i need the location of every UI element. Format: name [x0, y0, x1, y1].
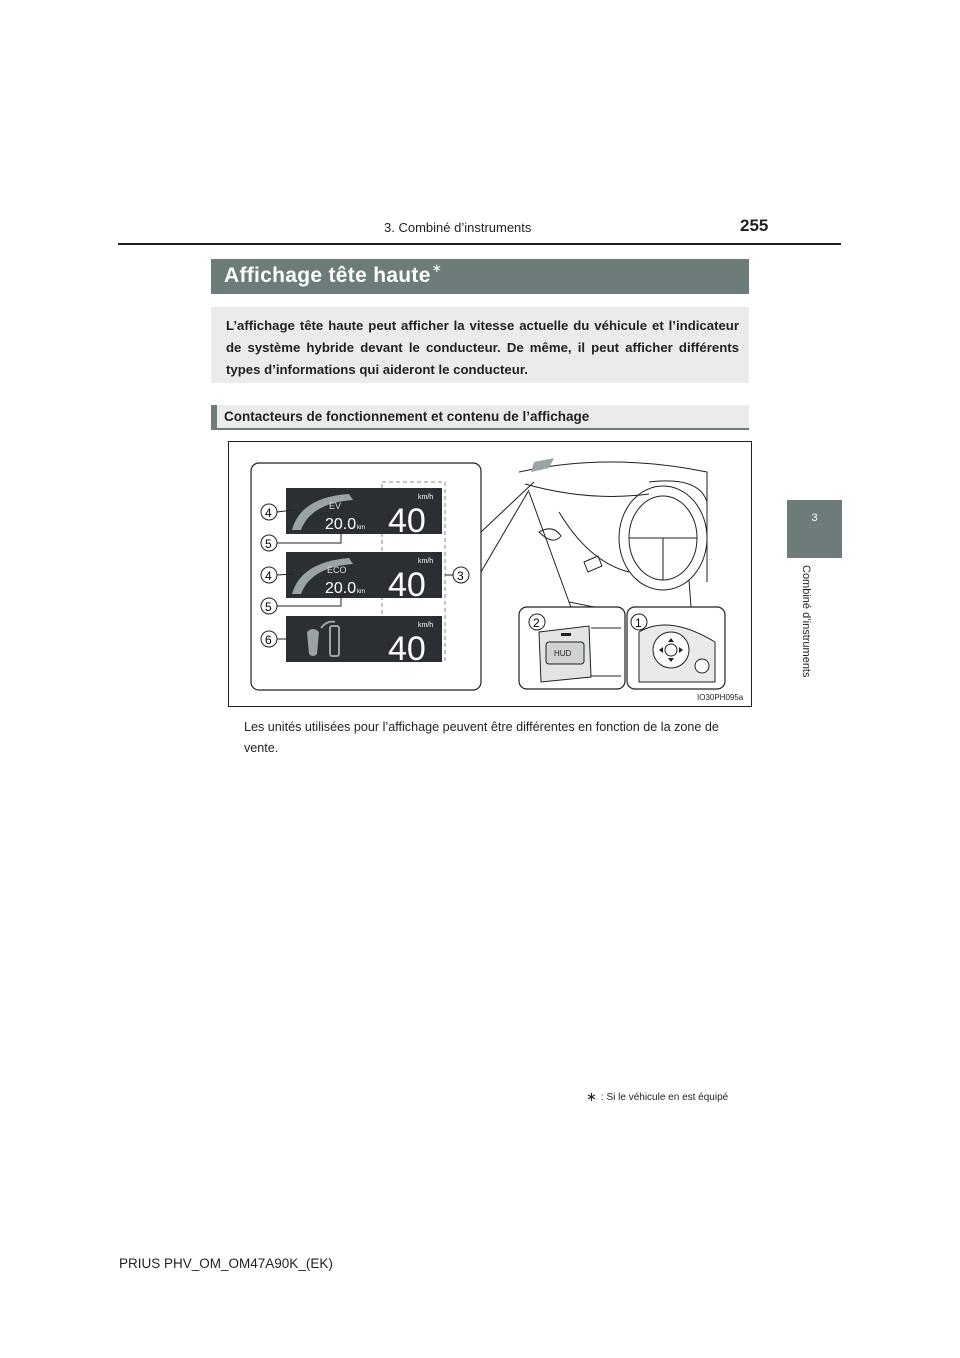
footnote-mark: ∗ — [586, 1089, 597, 1104]
footnote — [586, 1088, 728, 1104]
chapter-tab-label-wrap — [800, 565, 814, 705]
header-rule — [118, 243, 841, 245]
document-code: PRIUS PHV_OM_OM47A90K_(EK) — [119, 1256, 333, 1271]
callout-label: 4 — [265, 569, 272, 583]
speed-unit: km/h — [418, 558, 434, 565]
hud-projection-area — [531, 458, 554, 472]
chapter-tab — [787, 500, 842, 558]
dashboard-sketch — [519, 462, 707, 612]
chapter-heading: 3. Combiné d’instruments — [384, 220, 532, 235]
footnote-text: : Si le véhicule en est équipé — [600, 1092, 729, 1103]
speed-unit: km/h — [418, 622, 434, 629]
equipment-mark: ∗ — [431, 261, 443, 275]
hud-switch-inset — [519, 607, 625, 689]
callout-label: 6 — [265, 633, 272, 647]
hud-button-label: HUD — [554, 649, 572, 658]
section-title-text: Affichage tête haute — [224, 264, 431, 287]
speed-value: 40 — [388, 502, 426, 540]
callout-label: 1 — [635, 616, 642, 630]
distance-unit: km — [357, 525, 365, 531]
back-button — [695, 659, 709, 673]
subsection-title: Contacteurs de fonctionnement et contenu de l’affichage — [224, 409, 590, 424]
hud-panel-pedal — [286, 616, 442, 668]
callout-label: 5 — [265, 537, 272, 551]
intro-text: L’affichage tête haute peut afficher la vitesse actuelle du véhicule et l’indicateur de système hybride devant le conducteur. De même, il peut afficher différents types d’informations qui aideront le conducteur. — [226, 318, 739, 377]
callout-label: 3 — [457, 569, 464, 583]
hud-button-indicator — [561, 633, 571, 636]
distance-value: 20.0 — [325, 580, 357, 597]
hud-panel-eco — [286, 552, 442, 604]
callout-label: 5 — [265, 600, 272, 614]
speed-value: 40 — [388, 630, 426, 668]
mode-label: EV — [329, 501, 342, 511]
chapter-tab-label: Combiné d’instruments — [800, 565, 812, 678]
subsection-accent — [211, 405, 217, 430]
speed-value: 40 — [388, 566, 426, 604]
figure-id: IO30PH095a — [697, 693, 744, 702]
distance-value: 20.0 — [325, 516, 357, 533]
figure-frame — [228, 441, 752, 707]
figure-caption: Les unités utilisées pour l’affichage peuvent être différentes en fonction de la zone de vente. — [244, 720, 719, 755]
callout-label: 2 — [533, 616, 540, 630]
speed-unit: km/h — [418, 494, 434, 501]
chapter-tab-number: 3 — [811, 512, 818, 524]
hud-illustration — [229, 442, 751, 706]
callout-label: 4 — [265, 506, 272, 520]
section-title — [224, 261, 443, 288]
ok-button — [665, 644, 677, 656]
mode-label: ECO — [327, 565, 347, 575]
hud-panel-ev — [286, 488, 442, 540]
page-number: 255 — [740, 216, 769, 235]
steering-switch-inset — [627, 607, 725, 689]
distance-unit: km — [357, 589, 365, 595]
